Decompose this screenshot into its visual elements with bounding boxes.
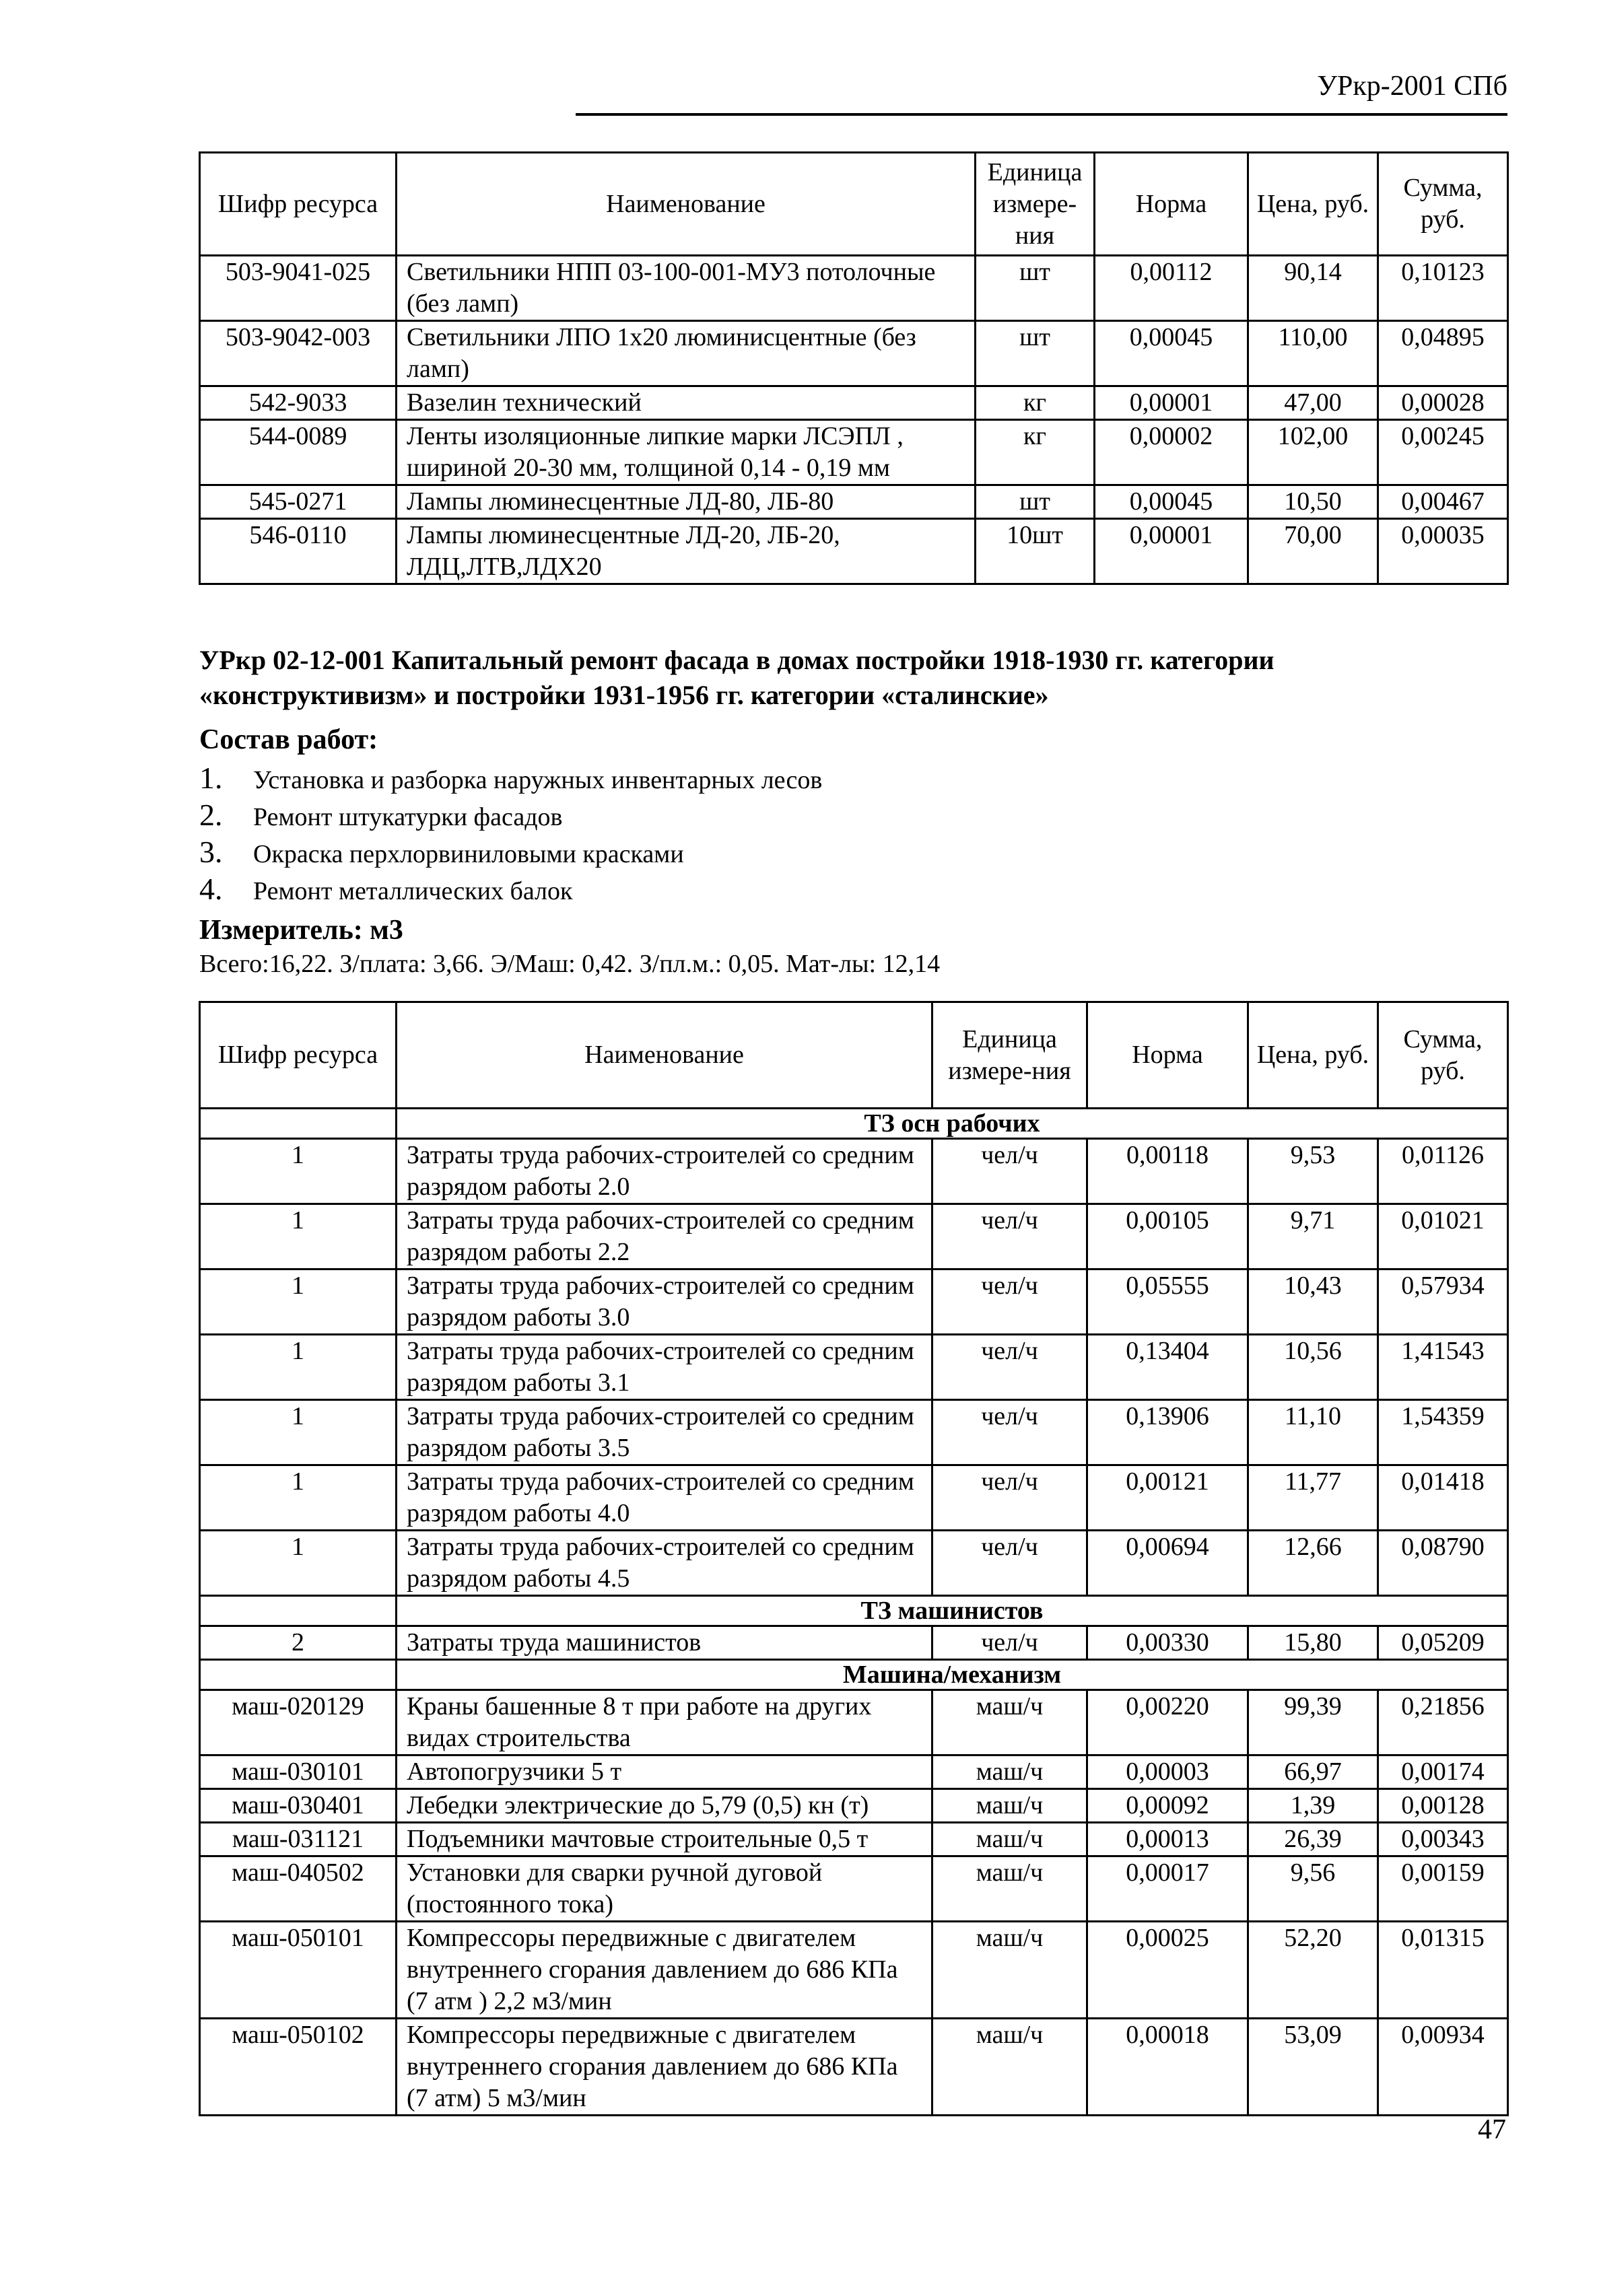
row-sum: 1,41543 <box>1378 1335 1508 1400</box>
row-price: 110,00 <box>1248 321 1378 386</box>
row-norm: 0,00220 <box>1087 1690 1248 1755</box>
row-name: Затраты труда рабочих-строителей со средним разрядом работы 2.2 <box>397 1204 932 1269</box>
row-name: Краны башенные 8 т при работе на других видах строительства <box>397 1690 932 1755</box>
row-name: Компрессоры передвижные с двигателем внутреннего сгорания давлением до 686 КПа (7 атм ) 2,2 м3/мин <box>397 1922 932 2019</box>
col-header-code: Шифр ресурса <box>200 153 397 256</box>
row-norm: 0,00018 <box>1087 2019 1248 2116</box>
col-header-norm: Норма <box>1087 1002 1248 1109</box>
row-sum: 0,00343 <box>1378 1823 1508 1856</box>
row-price: 52,20 <box>1248 1922 1378 2019</box>
row-unit: чел/ч <box>932 1465 1087 1531</box>
row-name: Лампы люминесцентные ЛД-20, ЛБ-20, ЛДЦ,ЛТВ,ЛДХ20 <box>397 519 976 584</box>
table-row <box>200 1789 1508 1823</box>
row-norm: 0,00001 <box>1095 386 1248 420</box>
row-price: 9,71 <box>1248 1204 1378 1269</box>
row-sum: 0,00159 <box>1378 1856 1508 1922</box>
row-price: 47,00 <box>1248 386 1378 420</box>
row-code: маш-030401 <box>200 1789 397 1823</box>
row-code: маш-040502 <box>200 1856 397 1922</box>
table-row <box>200 1626 1508 1660</box>
row-code: 1 <box>200 1269 397 1335</box>
row-name: Ленты изоляционные липкие марки ЛСЭПЛ , шириной 20-30 мм, толщиной 0,14 - 0,19 мм <box>397 420 976 485</box>
row-unit: шт <box>976 485 1095 519</box>
row-norm: 0,05555 <box>1087 1269 1248 1335</box>
group-header-row <box>200 1596 1508 1626</box>
row-price: 70,00 <box>1248 519 1378 584</box>
row-unit: чел/ч <box>932 1269 1087 1335</box>
row-price: 11,10 <box>1248 1400 1378 1465</box>
cost-totals: Всего:16,22. З/плата: 3,66. Э/Маш: 0,42. З/пл.м.: 0,05. Мат-лы: 12,14 <box>199 950 941 978</box>
row-name: Затраты труда рабочих-строителей со средним разрядом работы 3.1 <box>397 1335 932 1400</box>
row-code: 1 <box>200 1531 397 1596</box>
row-unit: чел/ч <box>932 1400 1087 1465</box>
list-item-text: Ремонт штукатурки фасадов <box>253 803 563 831</box>
row-sum: 0,08790 <box>1378 1531 1508 1596</box>
row-price: 1,39 <box>1248 1789 1378 1823</box>
row-unit: чел/ч <box>932 1531 1087 1596</box>
table-row <box>200 1922 1508 2019</box>
row-norm: 0,00045 <box>1095 485 1248 519</box>
row-sum: 0,10123 <box>1378 256 1508 321</box>
row-norm: 0,13906 <box>1087 1400 1248 1465</box>
group-header-row <box>200 1109 1508 1139</box>
group-header-spacer <box>200 1109 397 1139</box>
group-header-spacer <box>200 1660 397 1690</box>
row-name: Лебедки электрические до 5,79 (0,5) кн (т) <box>397 1789 932 1823</box>
list-item-number: 4. <box>199 872 223 906</box>
list-item <box>199 870 822 907</box>
row-price: 10,50 <box>1248 485 1378 519</box>
row-code: маш-020129 <box>200 1690 397 1755</box>
row-sum: 0,00934 <box>1378 2019 1508 2116</box>
table-row <box>200 1823 1508 1856</box>
row-code: 503-9042-003 <box>200 321 397 386</box>
row-unit: маш/ч <box>932 1922 1087 2019</box>
table-row <box>200 386 1508 420</box>
row-sum: 0,01315 <box>1378 1922 1508 2019</box>
row-unit: чел/ч <box>932 1335 1087 1400</box>
row-norm: 0,13404 <box>1087 1335 1248 1400</box>
row-norm: 0,00001 <box>1095 519 1248 584</box>
row-code: 1 <box>200 1335 397 1400</box>
row-name: Установки для сварки ручной дуговой (постоянного тока) <box>397 1856 932 1922</box>
row-name: Затраты труда рабочих-строителей со средним разрядом работы 4.5 <box>397 1531 932 1596</box>
row-name: Затраты труда рабочих-строителей со средним разрядом работы 3.0 <box>397 1269 932 1335</box>
row-norm: 0,00003 <box>1087 1755 1248 1789</box>
work-list <box>199 759 822 907</box>
row-unit: чел/ч <box>932 1626 1087 1660</box>
row-unit: маш/ч <box>932 1755 1087 1789</box>
row-sum: 1,54359 <box>1378 1400 1508 1465</box>
row-sum: 0,01418 <box>1378 1465 1508 1531</box>
row-norm: 0,00118 <box>1087 1139 1248 1204</box>
col-header-price: Цена, руб. <box>1248 153 1378 256</box>
row-unit: маш/ч <box>932 1789 1087 1823</box>
col-header-unit: Единица измере-ния <box>976 153 1095 256</box>
list-item-number: 3. <box>199 835 223 869</box>
header-rule <box>576 113 1507 116</box>
group-title: ТЗ осн рабочих <box>397 1109 1508 1139</box>
row-sum: 0,00174 <box>1378 1755 1508 1789</box>
list-item-number: 1. <box>199 761 223 795</box>
row-norm: 0,00017 <box>1087 1856 1248 1922</box>
row-name: Подъемники мачтовые строительные 0,5 т <box>397 1823 932 1856</box>
row-price: 99,39 <box>1248 1690 1378 1755</box>
row-name: Затраты труда рабочих-строителей со средним разрядом работы 2.0 <box>397 1139 932 1204</box>
row-name: Затраты труда рабочих-строителей со средним разрядом работы 3.5 <box>397 1400 932 1465</box>
section-title: УРкр 02-12-001 Капитальный ремонт фасада в домах постройки 1918-1930 гг. категории «конструктивизм» и постройки 1931-1956 гг. категории «сталинские» <box>199 645 1275 710</box>
row-price: 26,39 <box>1248 1823 1378 1856</box>
row-norm: 0,00092 <box>1087 1789 1248 1823</box>
table-row <box>200 1856 1508 1922</box>
row-code: маш-031121 <box>200 1823 397 1856</box>
row-norm: 0,00112 <box>1095 256 1248 321</box>
row-unit: маш/ч <box>932 1823 1087 1856</box>
row-name: Лампы люминесцентные ЛД-80, ЛБ-80 <box>397 485 976 519</box>
table-row <box>200 2019 1508 2116</box>
row-sum: 0,01021 <box>1378 1204 1508 1269</box>
table-row <box>200 420 1508 485</box>
row-price: 11,77 <box>1248 1465 1378 1531</box>
row-price: 10,56 <box>1248 1335 1378 1400</box>
row-norm: 0,00025 <box>1087 1922 1248 2019</box>
row-sum: 0,57934 <box>1378 1269 1508 1335</box>
col-header-price: Цена, руб. <box>1248 1002 1378 1109</box>
col-header-norm: Норма <box>1095 153 1248 256</box>
table-row <box>200 1755 1508 1789</box>
table-row <box>200 1204 1508 1269</box>
group-title: ТЗ машинистов <box>397 1596 1508 1626</box>
row-code: 545-0271 <box>200 485 397 519</box>
row-sum: 0,05209 <box>1378 1626 1508 1660</box>
row-name: Светильники НПП 03-100-001-МУ3 потолочные (без ламп) <box>397 256 976 321</box>
col-header-code: Шифр ресурса <box>200 1002 397 1109</box>
row-norm: 0,00045 <box>1095 321 1248 386</box>
row-code: 544-0089 <box>200 420 397 485</box>
row-code: 503-9041-025 <box>200 256 397 321</box>
row-norm: 0,00330 <box>1087 1626 1248 1660</box>
list-item-text: Установка и разборка наружных инвентарных лесов <box>253 766 823 794</box>
table-row <box>200 1269 1508 1335</box>
materials-table <box>199 151 1509 585</box>
work-composition-heading: Состав работ: <box>199 724 378 755</box>
row-sum: 0,00467 <box>1378 485 1508 519</box>
list-item <box>199 759 822 796</box>
list-item <box>199 833 822 870</box>
row-sum: 0,01126 <box>1378 1139 1508 1204</box>
row-code: маш-050102 <box>200 2019 397 2116</box>
table-row <box>200 519 1508 584</box>
row-unit: шт <box>976 321 1095 386</box>
resources-table <box>199 1001 1509 2116</box>
row-code: 1 <box>200 1204 397 1269</box>
row-name: Затраты труда машинистов <box>397 1626 932 1660</box>
row-price: 53,09 <box>1248 2019 1378 2116</box>
row-sum: 0,00035 <box>1378 519 1508 584</box>
row-name: Затраты труда рабочих-строителей со средним разрядом работы 4.0 <box>397 1465 932 1531</box>
row-code: 1 <box>200 1139 397 1204</box>
row-sum: 0,04895 <box>1378 321 1508 386</box>
col-header-unit: Единица измере-ния <box>932 1002 1087 1109</box>
row-code: маш-030101 <box>200 1755 397 1789</box>
table-header-row <box>200 1002 1508 1109</box>
row-unit: чел/ч <box>932 1204 1087 1269</box>
table-row <box>200 1335 1508 1400</box>
row-code: маш-050101 <box>200 1922 397 2019</box>
table-row <box>200 1690 1508 1755</box>
row-unit: чел/ч <box>932 1139 1087 1204</box>
row-price: 9,53 <box>1248 1139 1378 1204</box>
table-row <box>200 1465 1508 1531</box>
table-row <box>200 256 1508 321</box>
row-norm: 0,00002 <box>1095 420 1248 485</box>
row-unit: кг <box>976 386 1095 420</box>
row-unit: кг <box>976 420 1095 485</box>
group-title: Машина/механизм <box>397 1660 1508 1690</box>
row-price: 9,56 <box>1248 1856 1378 1922</box>
row-code: 542-9033 <box>200 386 397 420</box>
table-row <box>200 1139 1508 1204</box>
table-row <box>200 485 1508 519</box>
col-header-name: Наименование <box>397 1002 932 1109</box>
row-norm: 0,00694 <box>1087 1531 1248 1596</box>
row-code: 2 <box>200 1626 397 1660</box>
row-price: 12,66 <box>1248 1531 1378 1596</box>
row-unit: 10шт <box>976 519 1095 584</box>
row-code: 546-0110 <box>200 519 397 584</box>
row-unit: маш/ч <box>932 1690 1087 1755</box>
row-price: 102,00 <box>1248 420 1378 485</box>
row-unit: шт <box>976 256 1095 321</box>
group-header-row <box>200 1660 1508 1690</box>
row-price: 15,80 <box>1248 1626 1378 1660</box>
list-item-number: 2. <box>199 798 223 832</box>
table-row <box>200 1400 1508 1465</box>
row-norm: 0,00013 <box>1087 1823 1248 1856</box>
row-name: Вазелин технический <box>397 386 976 420</box>
row-norm: 0,00121 <box>1087 1465 1248 1531</box>
row-code: 1 <box>200 1465 397 1531</box>
row-price: 10,43 <box>1248 1269 1378 1335</box>
row-sum: 0,00245 <box>1378 420 1508 485</box>
table-row <box>200 1531 1508 1596</box>
col-header-name: Наименование <box>397 153 976 256</box>
row-sum: 0,21856 <box>1378 1690 1508 1755</box>
row-name: Компрессоры передвижные с двигателем внутреннего сгорания давлением до 686 КПа (7 атм) 5 м3/мин <box>397 2019 932 2116</box>
table-header-row <box>200 153 1508 256</box>
row-price: 66,97 <box>1248 1755 1378 1789</box>
row-code: 1 <box>200 1400 397 1465</box>
col-header-sum: Сумма, руб. <box>1378 153 1508 256</box>
row-name: Автопогрузчики 5 т <box>397 1755 932 1789</box>
row-sum: 0,00028 <box>1378 386 1508 420</box>
row-price: 90,14 <box>1248 256 1378 321</box>
row-sum: 0,00128 <box>1378 1789 1508 1823</box>
document-code: УРкр-2001 СПб <box>1317 71 1507 102</box>
row-norm: 0,00105 <box>1087 1204 1248 1269</box>
group-header-spacer <box>200 1596 397 1626</box>
row-name: Светильники ЛПО 1х20 люминисцентные (без ламп) <box>397 321 976 386</box>
row-unit: маш/ч <box>932 2019 1087 2116</box>
list-item <box>199 796 822 833</box>
page-number: 47 <box>1478 2114 1506 2145</box>
list-item-text: Ремонт металлических балок <box>253 877 573 905</box>
list-item-text: Окраска перхлорвиниловыми красками <box>253 840 684 868</box>
table-row <box>200 321 1508 386</box>
measure-unit: Измеритель: м3 <box>199 915 403 946</box>
row-unit: маш/ч <box>932 1856 1087 1922</box>
col-header-sum: Сумма, руб. <box>1378 1002 1508 1109</box>
